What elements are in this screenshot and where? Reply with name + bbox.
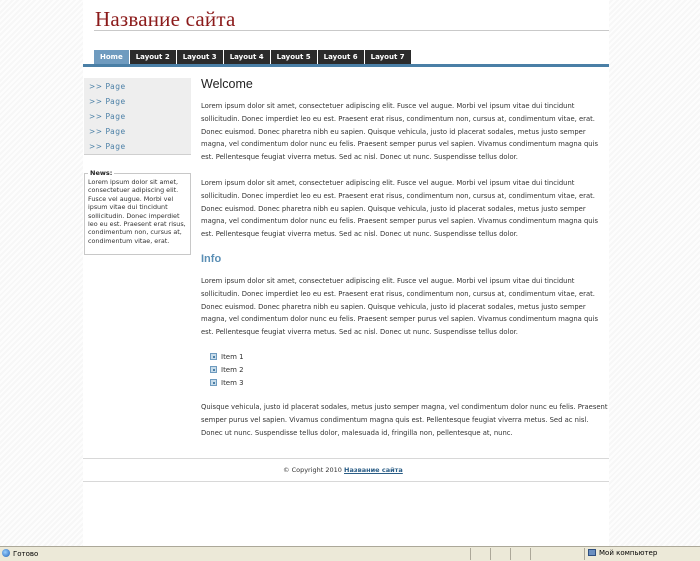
browser-statusbar	[0, 546, 700, 561]
status-separator	[470, 548, 471, 560]
list-item-label: Item 3	[221, 379, 244, 387]
zone-label: Мой компьютер	[599, 549, 658, 557]
status-separator	[584, 548, 585, 560]
news-title: News:	[90, 169, 113, 177]
closing-paragraph: Quisque vehicula, justo id placerat sodales, metus justo semper magna, vel condimentum dolor nunc eu felis. Praesent semper purus vel sapien. Vivamus condimentum magna quis est. Pellentesque feugiat viverra metus. Sed ac nisl. Donec ut nunc. Suspendisse tellus dolor, malesuada id, fringilla non, pellentesque at, nunc.	[201, 403, 608, 437]
list-item	[210, 366, 244, 376]
bullet-icon	[210, 379, 217, 386]
footer-divider-top	[83, 458, 609, 459]
nav-item-layout-2[interactable]: Layout 2	[130, 50, 176, 64]
footer-divider-bottom	[83, 481, 609, 482]
nav-item-layout-7[interactable]: Layout 7	[365, 50, 411, 64]
bullet-icon	[210, 353, 217, 360]
nav-underline-bar	[83, 64, 609, 67]
status-text-wrap	[2, 549, 38, 558]
title-divider	[94, 30, 609, 31]
welcome-heading: Welcome	[201, 77, 253, 91]
status-separator	[530, 548, 531, 560]
status-separator	[510, 548, 511, 560]
status-separator	[490, 548, 491, 560]
main-nav	[94, 50, 412, 64]
info-heading: Info	[201, 253, 222, 265]
nav-item-layout-4[interactable]: Layout 4	[224, 50, 270, 64]
news-text: Lorem ipsum dolor sit amet, consectetuer adipiscing elit. Fusce vel augue. Morbi vel ipsum vitae dui tincidunt sollicitudin. Donec imperdiet leo eu est. Praesent erat risus, condimentum non, cursus at, condimentum vitae, erat.	[88, 178, 186, 245]
sidebar-link-page-5[interactable]: >> Page	[89, 142, 126, 151]
sidebar-menu	[84, 78, 191, 155]
nav-item-home[interactable]: Home	[94, 50, 129, 64]
site-title[interactable]: Название сайта	[95, 7, 236, 31]
welcome-paragraph-1: Lorem ipsum dolor sit amet, consectetuer adipiscing elit. Fusce vel augue. Morbi vel ipsum vitae dui tincidunt sollicitudin. Donec imperdiet leo eu est. Praesent erat risus, condimentum non, cursus at, condimentum vitae, erat. Donec euismod. Donec pharetra nibh eu sapien. Quisque vehicula, justo id placerat sodales, metus justo semper magna, vel condimentum dolor nunc eu felis. Praesent semper purus vel sapien. Vivamus condimentum magna quis est. Pellentesque feugiat viverra metus. Sed ac nisl. Donec ut nunc. Suspendisse tellus dolor.	[201, 102, 599, 162]
page-icon	[2, 549, 10, 557]
nav-item-layout-6[interactable]: Layout 6	[318, 50, 364, 64]
footer	[283, 466, 403, 474]
sidebar-link-page-2[interactable]: >> Page	[89, 97, 126, 106]
sidebar-link-page-4[interactable]: >> Page	[89, 127, 126, 136]
list-item-label: Item 1	[221, 353, 244, 361]
sidebar-link-page-3[interactable]: >> Page	[89, 112, 126, 121]
footer-site-link[interactable]: Название сайта	[344, 466, 403, 474]
status-text: Готово	[13, 550, 39, 558]
bullet-icon	[210, 366, 217, 373]
sidebar-link-page-1[interactable]: >> Page	[89, 82, 126, 91]
list-item	[210, 353, 244, 363]
security-zone[interactable]	[588, 549, 657, 557]
list-item-label: Item 2	[221, 366, 244, 374]
list-item	[210, 379, 244, 389]
nav-item-layout-5[interactable]: Layout 5	[271, 50, 317, 64]
info-paragraph: Lorem ipsum dolor sit amet, consectetuer adipiscing elit. Fusce vel augue. Morbi vel ipsum vitae dui tincidunt sollicitudin. Donec imperdiet leo eu est. Praesent erat risus, condimentum non, cursus at, condimentum vitae, erat. Donec euismod. Donec pharetra nibh eu sapien. Quisque vehicula, justo id placerat sodales, metus justo semper magna, vel condimentum dolor nunc eu felis. Praesent semper purus vel sapien. Vivamus condimentum magna quis est. Pellentesque feugiat viverra metus. Sed ac nisl. Donec ut nunc. Suspendisse tellus dolor.	[201, 277, 599, 337]
footer-copyright: © Copyright 2010	[283, 466, 342, 474]
welcome-paragraph-2: Lorem ipsum dolor sit amet, consectetuer adipiscing elit. Fusce vel augue. Morbi vel ipsum vitae dui tincidunt sollicitudin. Donec imperdiet leo eu est. Praesent erat risus, condimentum non, cursus at, condimentum vitae, erat. Donec euismod. Donec pharetra nibh eu sapien. Quisque vehicula, justo id placerat sodales, metus justo semper magna, vel condimentum dolor nunc eu felis. Praesent semper purus vel sapien. Vivamus condimentum magna quis est. Pellentesque feugiat viverra metus. Sed ac nisl. Donec ut nunc. Suspendisse tellus dolor.	[201, 179, 599, 239]
computer-icon	[588, 549, 596, 556]
nav-item-layout-3[interactable]: Layout 3	[177, 50, 223, 64]
